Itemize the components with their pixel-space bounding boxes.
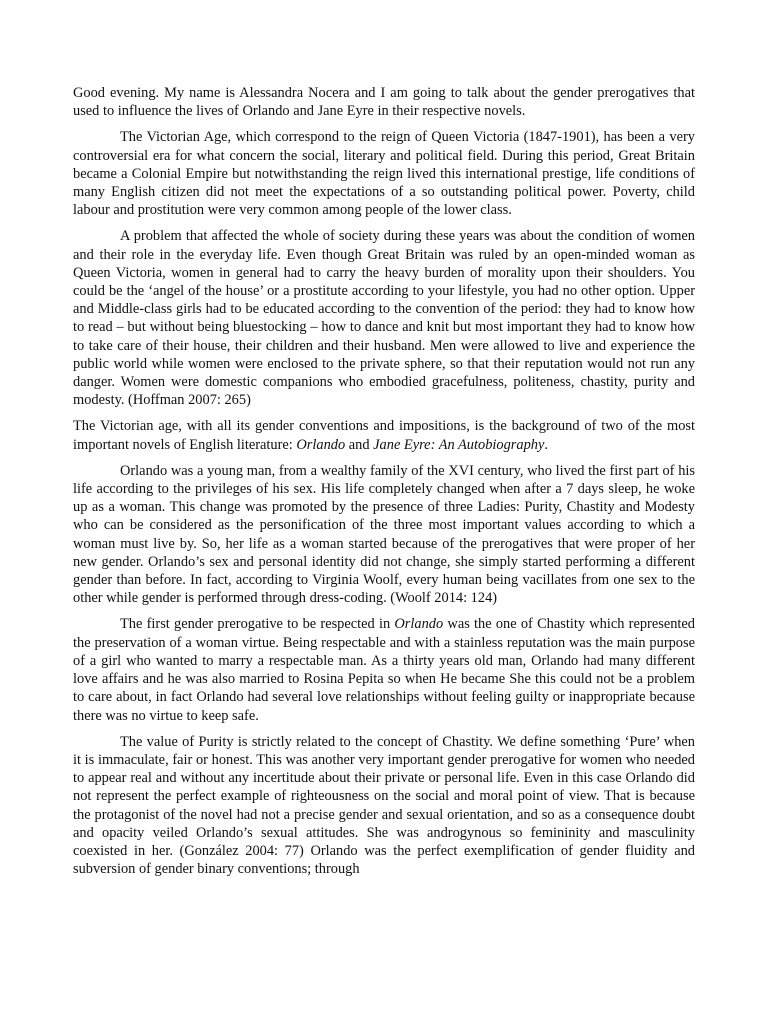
paragraph-novels (73, 417, 695, 453)
paragraph-women-condition: A problem that affected the whole of society during these years was about the condition of women and their role in the everyday life. Even though Great Britain was ruled by an open-minded woman as Queen Victoria, women in general had to carry the heavy burden of morality upon their shoulders. You could be the ‘angel of the house’ or a prostitute according to your lifestyle, you had no other option. Upper and Middle-class girls had to be educated according to the convention of the period: they had to know how to read – but without being bluestocking – how to dance and knit but most important they had to know how to take care of their house, their children and their husband. Men were allowed to live and experience the public world while women were enclosed to the private sphere, so that their reputation would not run any danger. Women were domestic companions who embodied gracefulness, politeness, chastity, purity and modesty. (Hoffman 2007: 265) (73, 228, 695, 409)
novel-title-orlando: Orlando (296, 436, 346, 453)
paragraph-orlando-summary: Orlando was a young man, from a wealthy family of the XVI century, who lived the first part of his life according to the privileges of his sex. His life completely changed when after a 7 days sleep, he woke up as a woman. This change was promoted by the presence of three Ladies: Purity, Chastity and Modesty who can be considered as the personification of the three most important values according to which a woman must live by. So, her life as a woman started because of the prerogatives that were proper of her new gender. Orlando’s sex and personal identity did not change, she simply started performing a different gender than before. In fact, according to Virginia Woolf, every human being vacillates from one sex to the other while gender is performed through dress-coding. (Woolf 2014: 124) (73, 462, 695, 607)
chastity-text-start: The first gender prerogative to be respected in (120, 616, 395, 633)
novels-text-end: . (544, 436, 548, 453)
paragraph-intro: Good evening. My name is Alessandra Nocera and I am going to talk about the gender prerogatives that used to influence the lives of Orlando and Jane Eyre in their respective novels. (73, 85, 695, 120)
novels-text-and: and (345, 436, 374, 453)
chastity-text-end: was the one of Chastity which represented the preservation of a woman virtue. Being respectable and with a stainless reputation was the main purpose of a girl who wanted to marry a respectable man. As a thirty years old man, Orlando had many different love affairs and he was also married to Rosina Pepita so when He became She this could not be a problem to care about, in fact Orlando had several love relationships without feeling guilty or inappropriate because there was no virtue to keep safe. (73, 616, 696, 724)
novel-title-orlando-inline: Orlando (394, 616, 444, 633)
paragraph-victorian-age: The Victorian Age, which correspond to the reign of Queen Victoria (1847-1901), has been a very controversial era for what concern the social, literary and political field. During this period, Great Britain became a Colonial Empire but notwithstanding the reign lived this international prestige, life conditions of many English citizen did not meet the expectations of a so outstanding political power. Poverty, child labour and prostitution were very common among people of the lower class. (73, 129, 695, 219)
novels-text-start: The Victorian age, with all its gender conventions and impositions, is the background of two of the most important novels of English literature: (73, 418, 695, 453)
document-page (73, 84, 695, 878)
paragraph-purity: The value of Purity is strictly related to the concept of Chastity. We define something ‘Pure’ when it is immaculate, fair or honest. This was another very important gender prerogative for women who needed to appear real and without any incertitude about their private or personal life. Even in this case Orlando did not represent the perfect example of righteousness on the social and moral point of view. That is because the protagonist of the novel had not a precise gender and sexual orientation, and so as a consequence doubt and opacity veiled Orlando’s sexual attitudes. She was androgynous so femininity and masculinity coexisted in her. (González 2004: 77) Orlando was the perfect exemplification of gender fluidity and subversion of gender binary conventions; through (73, 733, 695, 878)
novel-title-jane-eyre: Jane Eyre: An Autobiography (373, 436, 545, 453)
paragraph-chastity (73, 615, 695, 724)
